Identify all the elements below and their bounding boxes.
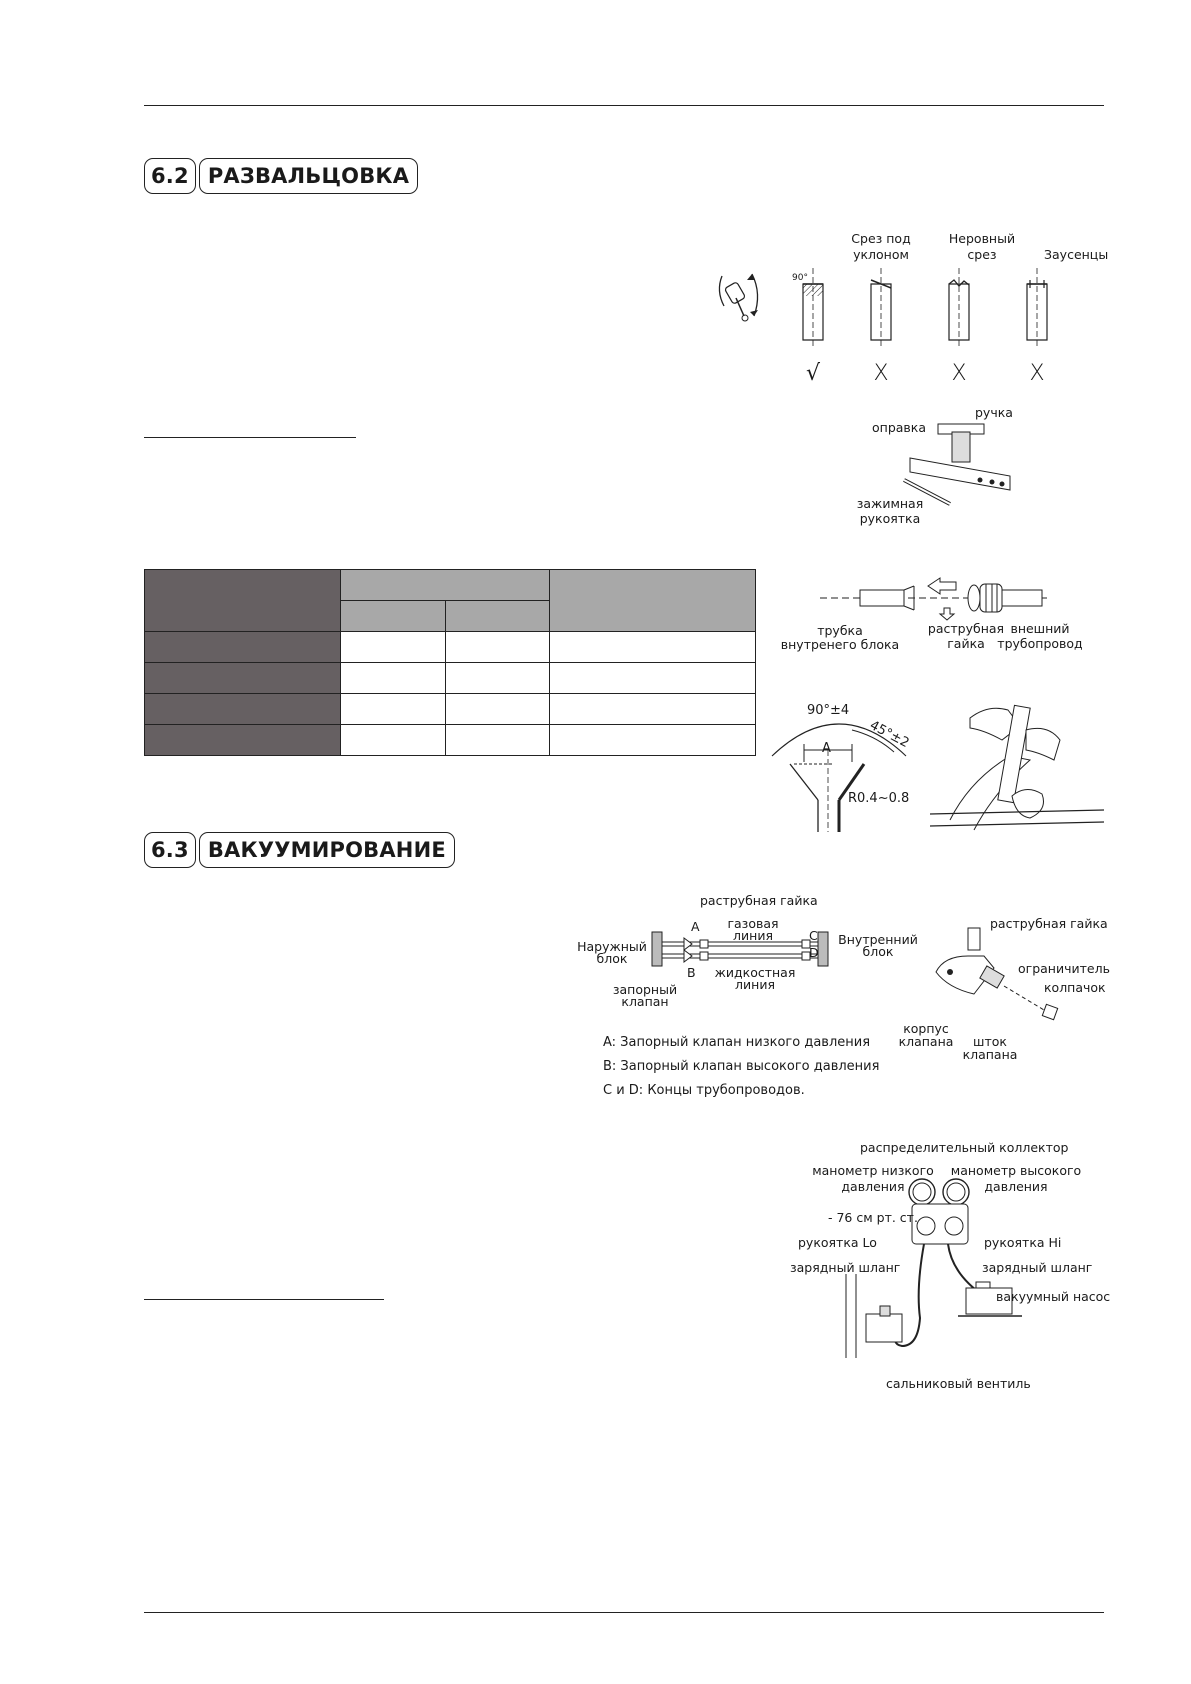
valve-limiter: ограничитель — [1018, 961, 1110, 976]
system-stop-valve-2: клапан — [621, 994, 669, 1009]
legend-line-cd: C и D: Концы трубопроводов. — [603, 1083, 805, 1098]
cut-mark-bad-3: X — [1029, 361, 1045, 386]
valve-cap: колпачок — [1044, 980, 1106, 995]
valve-body-2: клапана — [898, 1034, 954, 1049]
manifold-low-gauge-2: давления — [841, 1179, 905, 1194]
table-row — [145, 632, 756, 663]
section-title: ВАКУУМИРОВАНИЕ — [199, 832, 455, 868]
system-indoor-1: Внутренний — [838, 932, 918, 947]
tool-clamp-label-1: зажимная — [856, 496, 924, 511]
manifold-lo-handle: рукоятка Lo — [798, 1235, 877, 1250]
table-header-cell — [340, 601, 445, 632]
table-header-cell — [145, 570, 341, 632]
flare-connection-sketch — [820, 572, 1050, 618]
section-heading-6-2 — [144, 158, 418, 194]
profile-angle-main: 90°±4 — [807, 703, 850, 718]
subheading-underline — [144, 437, 356, 438]
legend-line-a: A: Запорный клапан низкого давления — [603, 1035, 871, 1050]
pipe-sample-3 — [946, 268, 972, 346]
pipe-sample-2 — [868, 268, 894, 346]
system-gas-line-2: линия — [733, 928, 773, 943]
indoor-tube-label-2: внутренего блока — [780, 637, 900, 652]
cut-mark-ok: √ — [805, 361, 821, 386]
legend-line-b: B: Запорный клапан высокого давления — [603, 1059, 880, 1074]
system-point-a: A — [691, 919, 700, 934]
valve-stem-2: клапана — [962, 1047, 1018, 1062]
cut-label-burrs: Заусенцы — [1044, 247, 1109, 262]
manifold-vacuum-reading: - 76 см рт. ст. — [828, 1210, 918, 1225]
section-number: 6.3 — [144, 832, 196, 868]
valve-sketch — [924, 928, 1064, 1028]
table-row — [145, 663, 756, 694]
table-header-cell — [445, 601, 550, 632]
system-stop-valve-1: запорный — [612, 982, 678, 997]
angle-90-label: 90° — [792, 273, 808, 283]
section-title: РАЗВАЛЬЦОВКА — [199, 158, 418, 194]
profile-dim-a: A — [822, 741, 831, 756]
table-row — [145, 725, 756, 756]
cut-label-uneven-line1: Неровный — [948, 231, 1016, 246]
table-header-cell — [550, 570, 756, 632]
system-point-c: C — [809, 928, 818, 943]
section-number: 6.2 — [144, 158, 196, 194]
system-gas-line-1: газовая — [727, 916, 779, 931]
system-indoor-2: блок — [862, 944, 894, 959]
section-heading-6-3 — [144, 832, 455, 868]
system-flare-nut: раструбная гайка — [700, 893, 818, 908]
pipe-sample-1 — [800, 268, 826, 346]
manifold-hose-right: зарядный шланг — [982, 1260, 1093, 1275]
manifold-low-gauge-1: манометр низкого — [812, 1163, 934, 1178]
manifold-hose-left: зарядный шланг — [790, 1260, 901, 1275]
profile-radius: R0.4~0.8 — [848, 791, 910, 806]
valve-stem-1: шток — [973, 1034, 1007, 1049]
system-outdoor-2: блок — [596, 951, 628, 966]
external-pipe-label-2: трубопровод — [997, 636, 1083, 651]
cut-label-slanted-line2: уклоном — [853, 247, 909, 262]
tool-handle-label: ручка — [975, 405, 1013, 420]
system-point-b: B — [687, 965, 696, 980]
system-point-d: D — [809, 945, 819, 960]
flare-nut-label-1: раструбная — [927, 621, 1005, 636]
tool-mandrel-label: оправка — [872, 420, 926, 435]
system-liquid-line-2: линия — [735, 977, 775, 992]
pipe-sample-4 — [1024, 268, 1050, 346]
cut-mark-bad-2: X — [951, 361, 967, 386]
flare-nut-label-2: гайка — [947, 636, 985, 651]
system-liquid-line-1: жидкостная — [714, 965, 796, 980]
profile-angle-side: 45°±2 — [867, 718, 912, 752]
cut-label-slanted-line1: Срез под — [851, 231, 911, 246]
torque-wrench-sketch — [930, 700, 1104, 834]
manifold-hi-handle: рукоятка Hi — [984, 1235, 1062, 1250]
cut-label-uneven-line2: срез — [967, 247, 997, 262]
valve-flare-nut: раструбная гайка — [990, 916, 1108, 931]
cut-mark-bad-1: X — [873, 361, 889, 386]
table-row — [145, 694, 756, 725]
manifold-title: распределительный коллектор — [860, 1140, 1069, 1155]
header-rule — [144, 105, 1104, 106]
flare-profile-sketch — [764, 700, 914, 832]
table-header-cell — [340, 570, 550, 601]
pipe-cutter-sketch — [714, 266, 764, 326]
manifold-pump: вакуумный насос — [996, 1289, 1111, 1304]
manifold-high-gauge-1: манометр высокого — [950, 1163, 1082, 1178]
footer-rule — [144, 1612, 1104, 1613]
manifold-high-gauge-2: давления — [984, 1179, 1048, 1194]
indoor-tube-label-1: трубка — [817, 623, 863, 638]
valve-body-1: корпус — [903, 1021, 949, 1036]
external-pipe-label-1: внешний — [1010, 621, 1070, 636]
subheading-underline — [144, 1299, 384, 1300]
system-outdoor-1: Наружный — [577, 939, 647, 954]
flare-dimensions-table — [144, 569, 756, 756]
tool-clamp-label-2: рукоятка — [859, 511, 921, 526]
manifold-service-valve: сальниковый вентиль — [886, 1376, 1031, 1391]
